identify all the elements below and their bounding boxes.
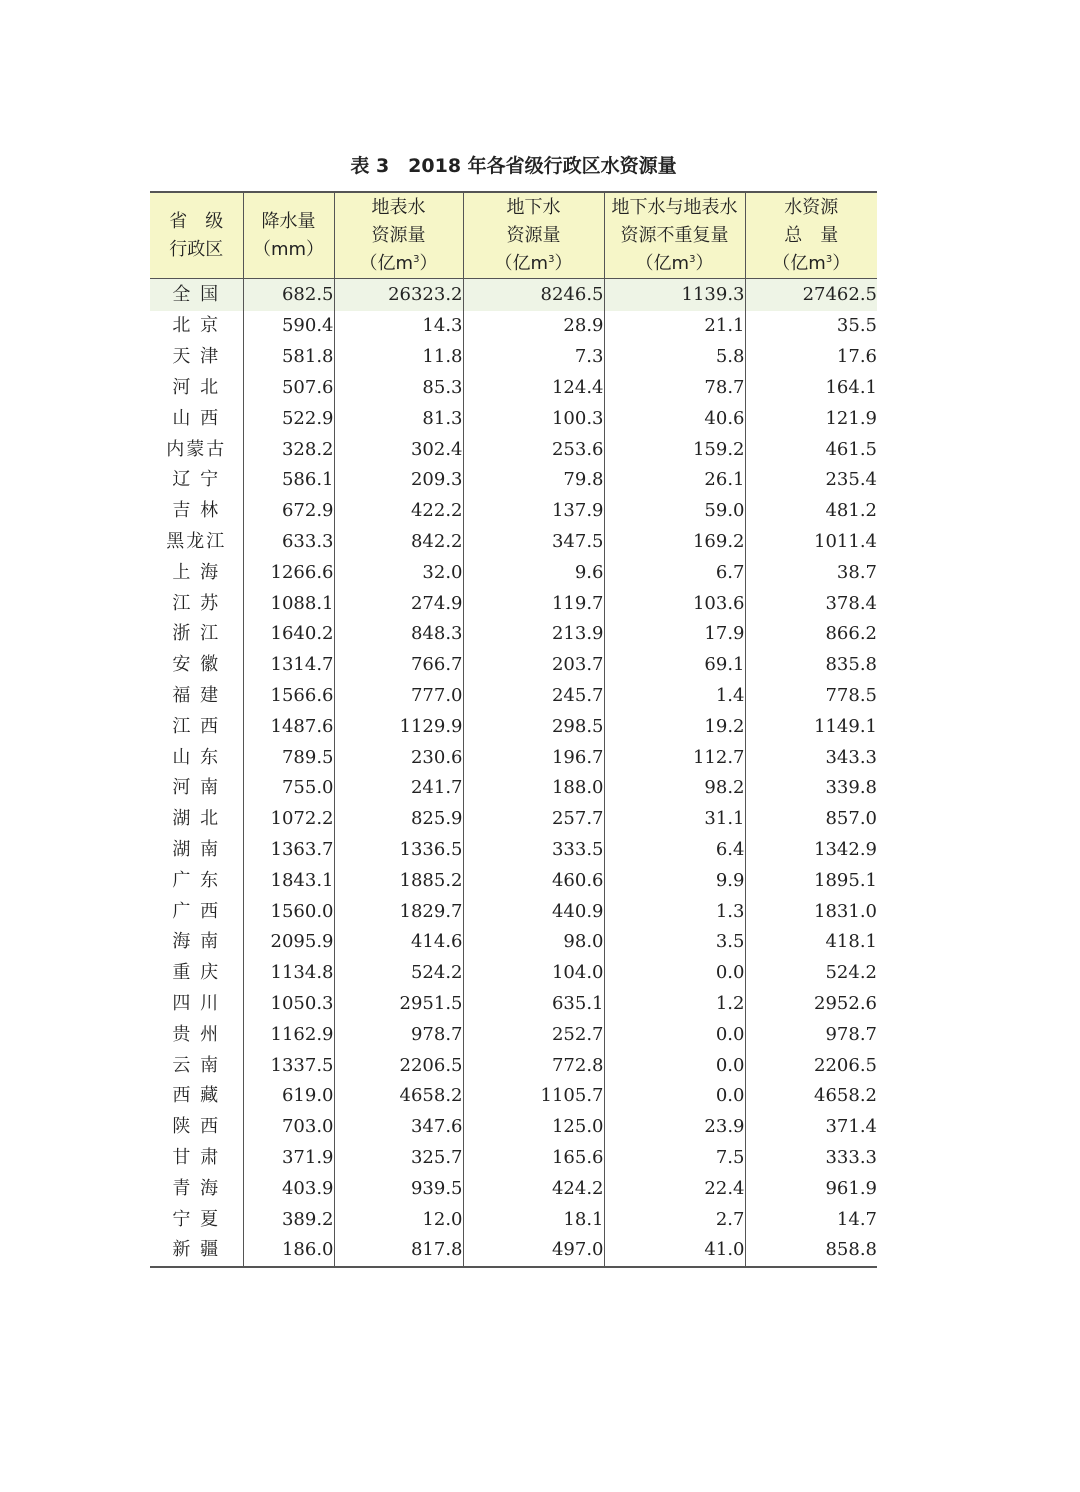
total-water-cell: 961.9 [745, 1173, 877, 1204]
surface-water-cell: 939.5 [334, 1173, 463, 1204]
province-cell: 辽 宁 [172, 469, 221, 491]
non-duplicate-cell: 23.9 [604, 1112, 745, 1143]
table-header [150, 192, 877, 279]
surface-water-cell: 1336.5 [334, 835, 463, 866]
table-row [150, 1019, 877, 1050]
precipitation-cell: 1566.6 [243, 681, 334, 712]
groundwater-cell: 104.0 [463, 958, 604, 989]
groundwater-cell: 440.9 [463, 896, 604, 927]
precipitation-cell: 1363.7 [243, 835, 334, 866]
groundwater-cell: 18.1 [463, 1204, 604, 1235]
header-unit: （亿$m^3$） [359, 252, 438, 274]
table-row [150, 619, 877, 650]
table-body [150, 279, 877, 1267]
precipitation-cell: 755.0 [243, 773, 334, 804]
groundwater-cell: 137.9 [463, 496, 604, 527]
non-duplicate-cell: 19.2 [604, 711, 745, 742]
groundwater-cell: 9.6 [463, 557, 604, 588]
surface-water-cell: 766.7 [334, 650, 463, 681]
groundwater-cell: 188.0 [463, 773, 604, 804]
table-row [150, 958, 877, 989]
total-water-cell: 1149.1 [745, 711, 877, 742]
precipitation-cell: 1134.8 [243, 958, 334, 989]
precipitation-cell: 682.5 [243, 279, 334, 312]
non-duplicate-cell: 22.4 [604, 1173, 745, 1204]
total-water-cell: 524.2 [745, 958, 877, 989]
groundwater-cell: 28.9 [463, 311, 604, 342]
total-water-cell: 418.1 [745, 927, 877, 958]
surface-water-cell: 524.2 [334, 958, 463, 989]
non-duplicate-cell: 3.5 [604, 927, 745, 958]
total-water-cell: 461.5 [745, 434, 877, 465]
precipitation-cell: 586.1 [243, 465, 334, 496]
header-line: 行政区 [169, 238, 224, 260]
precipitation-cell: 1050.3 [243, 989, 334, 1020]
surface-water-cell: 777.0 [334, 681, 463, 712]
province-cell: 福 建 [172, 684, 221, 706]
surface-water-cell: 414.6 [334, 927, 463, 958]
surface-water-cell: 11.8 [334, 342, 463, 373]
province-cell: 宁 夏 [172, 1208, 221, 1230]
non-duplicate-cell: 40.6 [604, 403, 745, 434]
province-cell: 甘 肃 [172, 1146, 221, 1168]
total-water-cell: 1831.0 [745, 896, 877, 927]
total-water-cell: 343.3 [745, 742, 877, 773]
table-row [150, 865, 877, 896]
precipitation-cell: 789.5 [243, 742, 334, 773]
non-duplicate-cell: 9.9 [604, 865, 745, 896]
groundwater-cell: 7.3 [463, 342, 604, 373]
surface-water-cell: 817.8 [334, 1235, 463, 1267]
table-row [150, 403, 877, 434]
total-water-cell: 14.7 [745, 1204, 877, 1235]
total-water-cell: 35.5 [745, 311, 877, 342]
table-row [150, 989, 877, 1020]
precipitation-cell: 1843.1 [243, 865, 334, 896]
surface-water-cell: 85.3 [334, 373, 463, 404]
precipitation-cell: 1314.7 [243, 650, 334, 681]
groundwater-cell: 165.6 [463, 1143, 604, 1174]
table-row [150, 773, 877, 804]
precipitation-cell: 328.2 [243, 434, 334, 465]
total-water-cell: 1895.1 [745, 865, 877, 896]
table-row [150, 927, 877, 958]
total-water-cell: 4658.2 [745, 1081, 877, 1112]
non-duplicate-cell: 0.0 [604, 1081, 745, 1112]
groundwater-cell: 245.7 [463, 681, 604, 712]
total-water-cell: 339.8 [745, 773, 877, 804]
header-line: 省 级 [169, 210, 224, 232]
header-total-water [745, 192, 877, 279]
table-row [150, 279, 877, 312]
surface-water-cell: 4658.2 [334, 1081, 463, 1112]
total-water-cell: 378.4 [745, 588, 877, 619]
total-water-cell: 371.4 [745, 1112, 877, 1143]
surface-water-cell: 978.7 [334, 1019, 463, 1050]
non-duplicate-cell: 98.2 [604, 773, 745, 804]
precipitation-cell: 2095.9 [243, 927, 334, 958]
province-cell: 新 疆 [172, 1239, 221, 1261]
precipitation-cell: 507.6 [243, 373, 334, 404]
groundwater-cell: 252.7 [463, 1019, 604, 1050]
precipitation-cell: 389.2 [243, 1204, 334, 1235]
non-duplicate-cell: 59.0 [604, 496, 745, 527]
non-duplicate-cell: 17.9 [604, 619, 745, 650]
non-duplicate-cell: 0.0 [604, 958, 745, 989]
province-cell: 吉 林 [172, 500, 221, 522]
total-water-cell: 17.6 [745, 342, 877, 373]
groundwater-cell: 124.4 [463, 373, 604, 404]
header-line: 总 量 [784, 224, 839, 246]
table-row [150, 1081, 877, 1112]
total-water-cell: 1011.4 [745, 527, 877, 558]
header-line: 地下水与地表水 [611, 196, 738, 218]
precipitation-cell: 186.0 [243, 1235, 334, 1267]
groundwater-cell: 98.0 [463, 927, 604, 958]
precipitation-cell: 619.0 [243, 1081, 334, 1112]
non-duplicate-cell: 0.0 [604, 1050, 745, 1081]
precipitation-cell: 581.8 [243, 342, 334, 373]
groundwater-cell: 1105.7 [463, 1081, 604, 1112]
total-water-cell: 866.2 [745, 619, 877, 650]
table-row [150, 1235, 877, 1267]
total-water-cell: 2952.6 [745, 989, 877, 1020]
non-duplicate-cell: 112.7 [604, 742, 745, 773]
table-row [150, 896, 877, 927]
surface-water-cell: 14.3 [334, 311, 463, 342]
province-cell: 安 徽 [172, 654, 221, 676]
table-row [150, 496, 877, 527]
table-row [150, 557, 877, 588]
province-cell: 天 津 [172, 346, 221, 368]
header-unit: （亿$m^3$） [635, 252, 714, 274]
province-cell: 上 海 [172, 561, 221, 583]
header-line: 水资源 [784, 196, 839, 218]
header-province [150, 192, 243, 279]
groundwater-cell: 8246.5 [463, 279, 604, 312]
table-row [150, 311, 877, 342]
surface-water-cell: 825.9 [334, 804, 463, 835]
table-row [150, 650, 877, 681]
province-cell: 江 苏 [172, 592, 221, 614]
table-caption: 表 3 2018 年各省级行政区水资源量 [350, 155, 677, 177]
province-cell: 内蒙古 [166, 438, 227, 460]
table-row [150, 742, 877, 773]
province-cell: 青 海 [172, 1177, 221, 1199]
table-row [150, 1112, 877, 1143]
province-cell: 广 西 [172, 900, 221, 922]
groundwater-cell: 424.2 [463, 1173, 604, 1204]
total-water-cell: 38.7 [745, 557, 877, 588]
groundwater-cell: 100.3 [463, 403, 604, 434]
surface-water-cell: 848.3 [334, 619, 463, 650]
non-duplicate-cell: 31.1 [604, 804, 745, 835]
province-cell: 西 藏 [172, 1085, 221, 1107]
table-row [150, 681, 877, 712]
province-cell: 黑龙江 [166, 530, 227, 552]
header-line: 资源量 [506, 224, 561, 246]
surface-water-cell: 12.0 [334, 1204, 463, 1235]
surface-water-cell: 302.4 [334, 434, 463, 465]
header-line: 地表水 [371, 196, 426, 218]
province-cell: 全 国 [150, 279, 243, 312]
non-duplicate-cell: 103.6 [604, 588, 745, 619]
total-water-cell: 481.2 [745, 496, 877, 527]
surface-water-cell: 81.3 [334, 403, 463, 434]
surface-water-cell: 1129.9 [334, 711, 463, 742]
groundwater-cell: 298.5 [463, 711, 604, 742]
surface-water-cell: 274.9 [334, 588, 463, 619]
groundwater-cell: 635.1 [463, 989, 604, 1020]
surface-water-cell: 241.7 [334, 773, 463, 804]
non-duplicate-cell: 5.8 [604, 342, 745, 373]
total-water-cell: 858.8 [745, 1235, 877, 1267]
non-duplicate-cell: 41.0 [604, 1235, 745, 1267]
surface-water-cell: 325.7 [334, 1143, 463, 1174]
non-duplicate-cell: 159.2 [604, 434, 745, 465]
groundwater-cell: 772.8 [463, 1050, 604, 1081]
table-row [150, 342, 877, 373]
precipitation-cell: 371.9 [243, 1143, 334, 1174]
table-row [150, 434, 877, 465]
table-row [150, 1173, 877, 1204]
province-cell: 陕 西 [172, 1116, 221, 1138]
table-row [150, 804, 877, 835]
groundwater-cell: 119.7 [463, 588, 604, 619]
province-cell: 四 川 [172, 992, 221, 1014]
table-row [150, 1143, 877, 1174]
precipitation-cell: 633.3 [243, 527, 334, 558]
surface-water-cell: 422.2 [334, 496, 463, 527]
total-water-cell: 857.0 [745, 804, 877, 835]
table-row [150, 527, 877, 558]
precipitation-cell: 1560.0 [243, 896, 334, 927]
header-line: （mm） [252, 238, 325, 260]
province-cell: 广 东 [172, 869, 221, 891]
total-water-cell: 27462.5 [745, 279, 877, 312]
total-water-cell: 164.1 [745, 373, 877, 404]
non-duplicate-cell: 26.1 [604, 465, 745, 496]
non-duplicate-cell: 69.1 [604, 650, 745, 681]
non-duplicate-cell: 1.2 [604, 989, 745, 1020]
table-row [150, 1050, 877, 1081]
precipitation-cell: 1266.6 [243, 557, 334, 588]
non-duplicate-cell: 2.7 [604, 1204, 745, 1235]
header-non-duplicate [604, 192, 745, 279]
header-unit: （亿$m^3$） [772, 252, 851, 274]
total-water-cell: 1342.9 [745, 835, 877, 866]
table-row [150, 1204, 877, 1235]
surface-water-cell: 26323.2 [334, 279, 463, 312]
surface-water-cell: 1829.7 [334, 896, 463, 927]
province-cell: 湖 北 [172, 808, 221, 830]
total-water-cell: 235.4 [745, 465, 877, 496]
surface-water-cell: 2951.5 [334, 989, 463, 1020]
province-cell: 重 庆 [172, 962, 221, 984]
precipitation-cell: 1487.6 [243, 711, 334, 742]
precipitation-cell: 1640.2 [243, 619, 334, 650]
groundwater-cell: 79.8 [463, 465, 604, 496]
precipitation-cell: 672.9 [243, 496, 334, 527]
precipitation-cell: 590.4 [243, 311, 334, 342]
province-cell: 河 南 [172, 777, 221, 799]
groundwater-cell: 460.6 [463, 865, 604, 896]
precipitation-cell: 522.9 [243, 403, 334, 434]
groundwater-cell: 196.7 [463, 742, 604, 773]
total-water-cell: 778.5 [745, 681, 877, 712]
water-resources-table [150, 191, 877, 1268]
non-duplicate-cell: 21.1 [604, 311, 745, 342]
groundwater-cell: 125.0 [463, 1112, 604, 1143]
province-cell: 浙 江 [172, 623, 221, 645]
table-row [150, 711, 877, 742]
header-line: 资源量 [371, 224, 426, 246]
header-line: 降水量 [261, 210, 316, 232]
province-cell: 北 京 [172, 315, 221, 337]
groundwater-cell: 203.7 [463, 650, 604, 681]
surface-water-cell: 230.6 [334, 742, 463, 773]
precipitation-cell: 1072.2 [243, 804, 334, 835]
non-duplicate-cell: 6.7 [604, 557, 745, 588]
province-cell: 江 西 [172, 715, 221, 737]
header-row [150, 192, 877, 279]
province-cell: 河 北 [172, 376, 221, 398]
province-cell: 山 东 [172, 746, 221, 768]
surface-water-cell: 347.6 [334, 1112, 463, 1143]
non-duplicate-cell: 1139.3 [604, 279, 745, 312]
total-water-cell: 121.9 [745, 403, 877, 434]
non-duplicate-cell: 1.3 [604, 896, 745, 927]
groundwater-cell: 213.9 [463, 619, 604, 650]
table-row [150, 588, 877, 619]
surface-water-cell: 2206.5 [334, 1050, 463, 1081]
groundwater-cell: 257.7 [463, 804, 604, 835]
province-cell: 山 西 [172, 407, 221, 429]
non-duplicate-cell: 1.4 [604, 681, 745, 712]
total-water-cell: 2206.5 [745, 1050, 877, 1081]
table-row [150, 835, 877, 866]
total-water-cell: 978.7 [745, 1019, 877, 1050]
total-water-cell: 333.3 [745, 1143, 877, 1174]
groundwater-cell: 347.5 [463, 527, 604, 558]
groundwater-cell: 497.0 [463, 1235, 604, 1267]
total-water-cell: 835.8 [745, 650, 877, 681]
groundwater-cell: 253.6 [463, 434, 604, 465]
province-cell: 云 南 [172, 1054, 221, 1076]
header-groundwater [463, 192, 604, 279]
surface-water-cell: 1885.2 [334, 865, 463, 896]
precipitation-cell: 1088.1 [243, 588, 334, 619]
groundwater-cell: 333.5 [463, 835, 604, 866]
non-duplicate-cell: 78.7 [604, 373, 745, 404]
header-surface-water [334, 192, 463, 279]
precipitation-cell: 403.9 [243, 1173, 334, 1204]
non-duplicate-cell: 0.0 [604, 1019, 745, 1050]
header-line: 资源不重复量 [620, 224, 729, 246]
precipitation-cell: 1337.5 [243, 1050, 334, 1081]
header-precipitation [243, 192, 334, 279]
header-unit: （亿$m^3$） [494, 252, 573, 274]
surface-water-cell: 842.2 [334, 527, 463, 558]
header-line: 地下水 [506, 196, 561, 218]
table-row [150, 465, 877, 496]
province-cell: 贵 州 [172, 1023, 221, 1045]
precipitation-cell: 703.0 [243, 1112, 334, 1143]
precipitation-cell: 1162.9 [243, 1019, 334, 1050]
non-duplicate-cell: 6.4 [604, 835, 745, 866]
province-cell: 海 南 [172, 931, 221, 953]
surface-water-cell: 32.0 [334, 557, 463, 588]
non-duplicate-cell: 169.2 [604, 527, 745, 558]
surface-water-cell: 209.3 [334, 465, 463, 496]
province-cell: 湖 南 [172, 838, 221, 860]
table-row [150, 373, 877, 404]
non-duplicate-cell: 7.5 [604, 1143, 745, 1174]
